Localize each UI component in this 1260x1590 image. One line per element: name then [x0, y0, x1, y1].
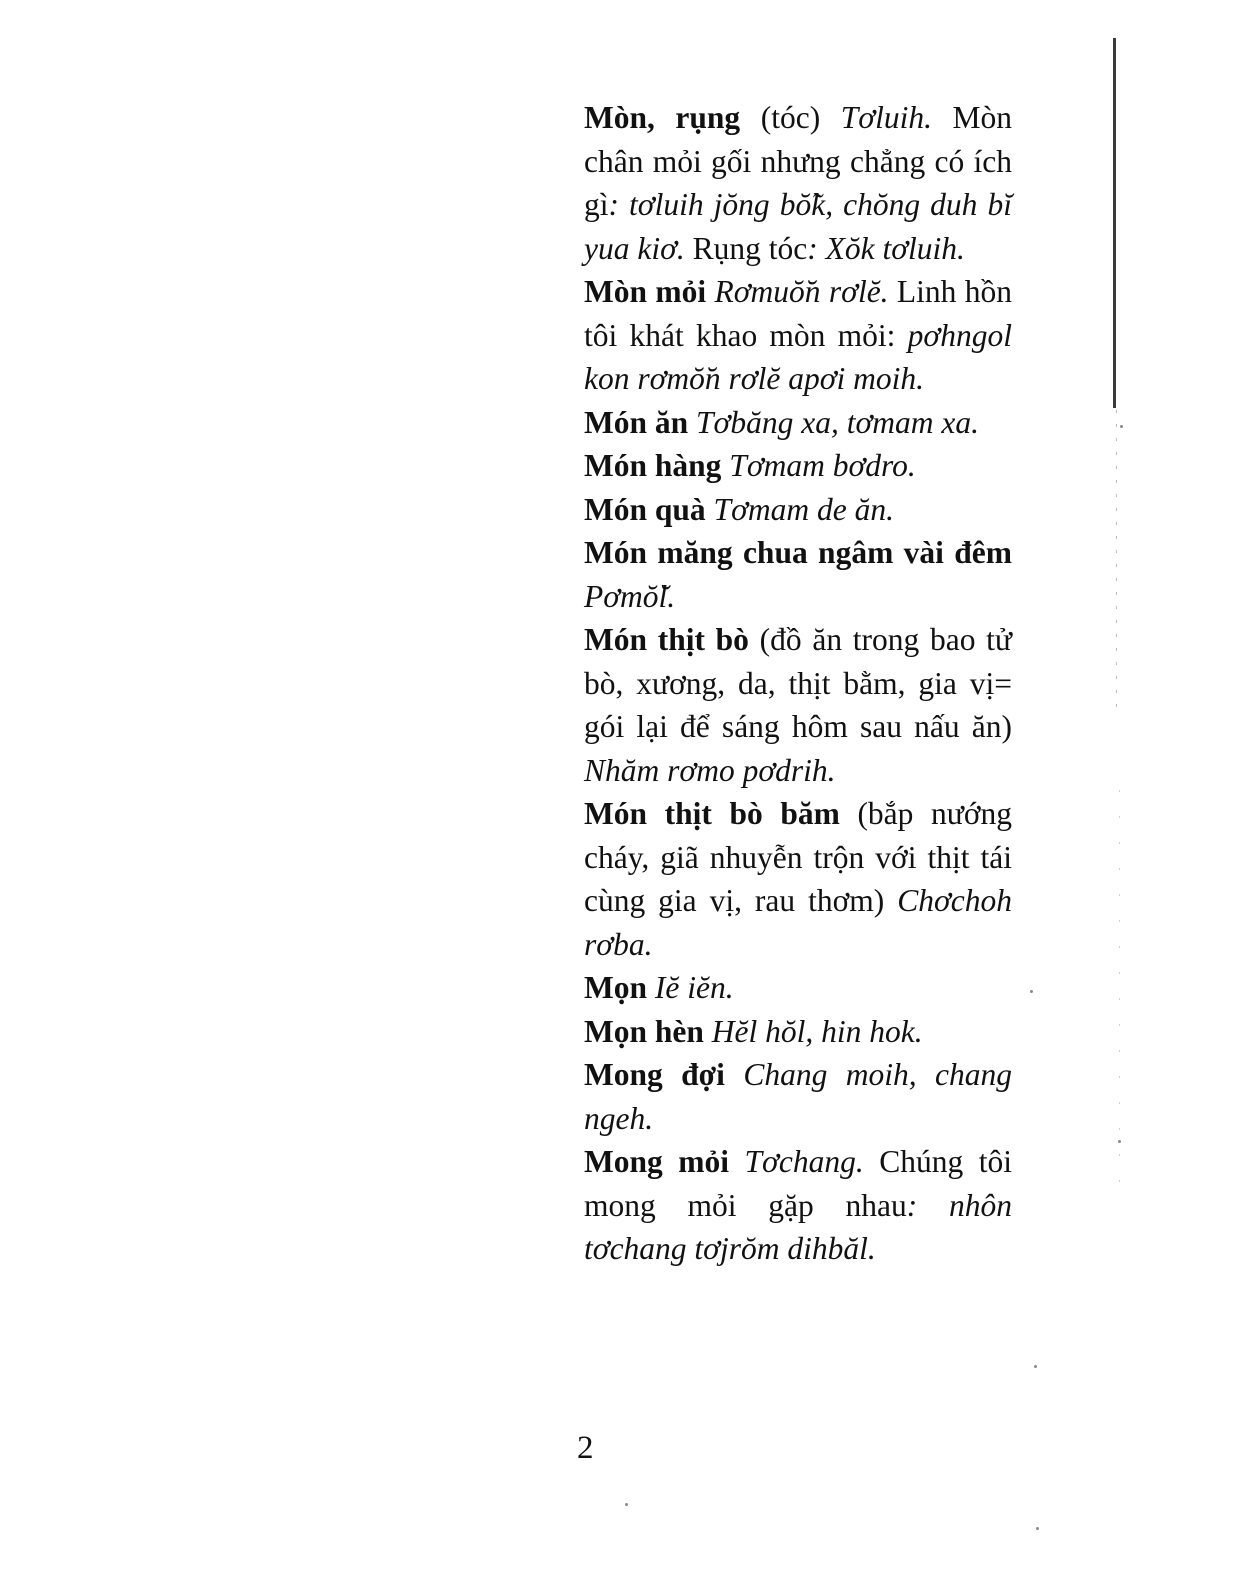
- gloss-text: [706, 492, 714, 527]
- dictionary-entries: [584, 96, 1012, 1271]
- dictionary-entry: [584, 1053, 1012, 1140]
- gloss-text: Rụng tóc: [684, 230, 808, 266]
- translation: Hĕl hŏl, hin hok.: [711, 1013, 923, 1049]
- gloss-text: [704, 1014, 712, 1049]
- scan-speck: [1118, 1140, 1121, 1143]
- dictionary-entry: [584, 488, 1012, 532]
- translation: Tơmam bơdro.: [729, 448, 916, 483]
- headword: Món hàng: [584, 448, 722, 483]
- scan-speck: [1030, 990, 1033, 993]
- translation: Tơluih.: [840, 100, 932, 135]
- dictionary-entry: [584, 792, 1012, 966]
- gloss-text: Mòn chân mỏi gối nhưng chẳng có ích gì: [584, 100, 1012, 222]
- dictionary-entry: [584, 1010, 1012, 1054]
- headword: Mọn hèn: [584, 1013, 704, 1049]
- translation: Tơbăng xa, tơmam xa.: [696, 404, 980, 440]
- scan-binding-shadow-faint-lower: [1119, 790, 1120, 1190]
- translation: Chang moih, chang ngeh.: [584, 1057, 1013, 1136]
- headword: Mòn mỏi: [584, 274, 707, 309]
- scan-speck: [1036, 1527, 1039, 1530]
- gloss-text: (bắp nướng cháy, giã nhuyễn trộn với thịt tái cùng gia vị, rau thơm): [584, 796, 1013, 918]
- headword: Mòn, rụng: [584, 100, 741, 135]
- headword: Mong đợi: [584, 1057, 725, 1092]
- gloss-text: [729, 1144, 745, 1179]
- dictionary-entry: [584, 444, 1012, 488]
- gloss-text: (tóc): [740, 100, 841, 135]
- dictionary-entry: [584, 96, 1012, 270]
- gloss-text: Chúng tôi mong mỏi gặp nhau: [584, 1144, 1013, 1223]
- translation: Nhăm rơmo pơdrih.: [584, 752, 836, 788]
- headword: Món thịt bò: [584, 622, 749, 657]
- translation: Pơmŏ̆l.: [584, 578, 676, 614]
- scan-speck: [1120, 425, 1123, 428]
- gloss-text: Linh hồn tôi khát khao mòn mỏi:: [584, 274, 1013, 353]
- scan-binding-shadow-faint: [1116, 410, 1117, 710]
- translation: : tơluih jŏng bŏ̃k, chŏng duh bĭ yua kiơ.: [584, 187, 1012, 266]
- headword: Mọn: [584, 970, 647, 1005]
- gloss-text: [688, 405, 696, 440]
- scan-speck: [1034, 1365, 1037, 1368]
- gloss-text: (đồ ăn trong bao tử bò, xương, da, thịt bằm, gia vị= gói lại để sáng hôm sau nấu ăn): [584, 622, 1012, 744]
- page-number: 2: [577, 1430, 594, 1466]
- headword: Món măng chua ngâm vài đêm: [584, 535, 1012, 570]
- dictionary-entry: [584, 401, 1012, 445]
- headword: Món quà: [584, 491, 706, 527]
- dictionary-entry: [584, 966, 1012, 1010]
- headword: Mong mỏi: [584, 1144, 730, 1179]
- dictionary-entry: [584, 270, 1012, 401]
- gloss-text: [725, 1057, 743, 1092]
- scan-speck: [625, 1503, 628, 1506]
- dictionary-entry: [584, 531, 1012, 618]
- headword: Món ăn: [584, 404, 689, 440]
- translation: Tơchang.: [744, 1144, 864, 1179]
- translation: Rơmuŏ̆n rơlĕ.: [714, 274, 889, 309]
- scan-binding-shadow: [1113, 38, 1116, 408]
- dictionary-entry: [584, 618, 1012, 792]
- gloss-text: [647, 970, 655, 1005]
- translation: : Xŏk tơluih.: [807, 230, 965, 266]
- translation: Iĕ iĕn.: [654, 970, 734, 1005]
- translation: Chơchoh rơba.: [584, 883, 1012, 962]
- translation: pơhngol kon rơmŏ̆n rơlĕ apơi moih.: [584, 317, 1012, 396]
- dictionary-entry: [584, 1140, 1012, 1271]
- translation: : nhôn tơchang tơjrŏm dihbăl.: [584, 1187, 1012, 1266]
- translation: Tơmam de ăn.: [713, 491, 894, 527]
- headword: Món thịt bò băm: [584, 796, 840, 831]
